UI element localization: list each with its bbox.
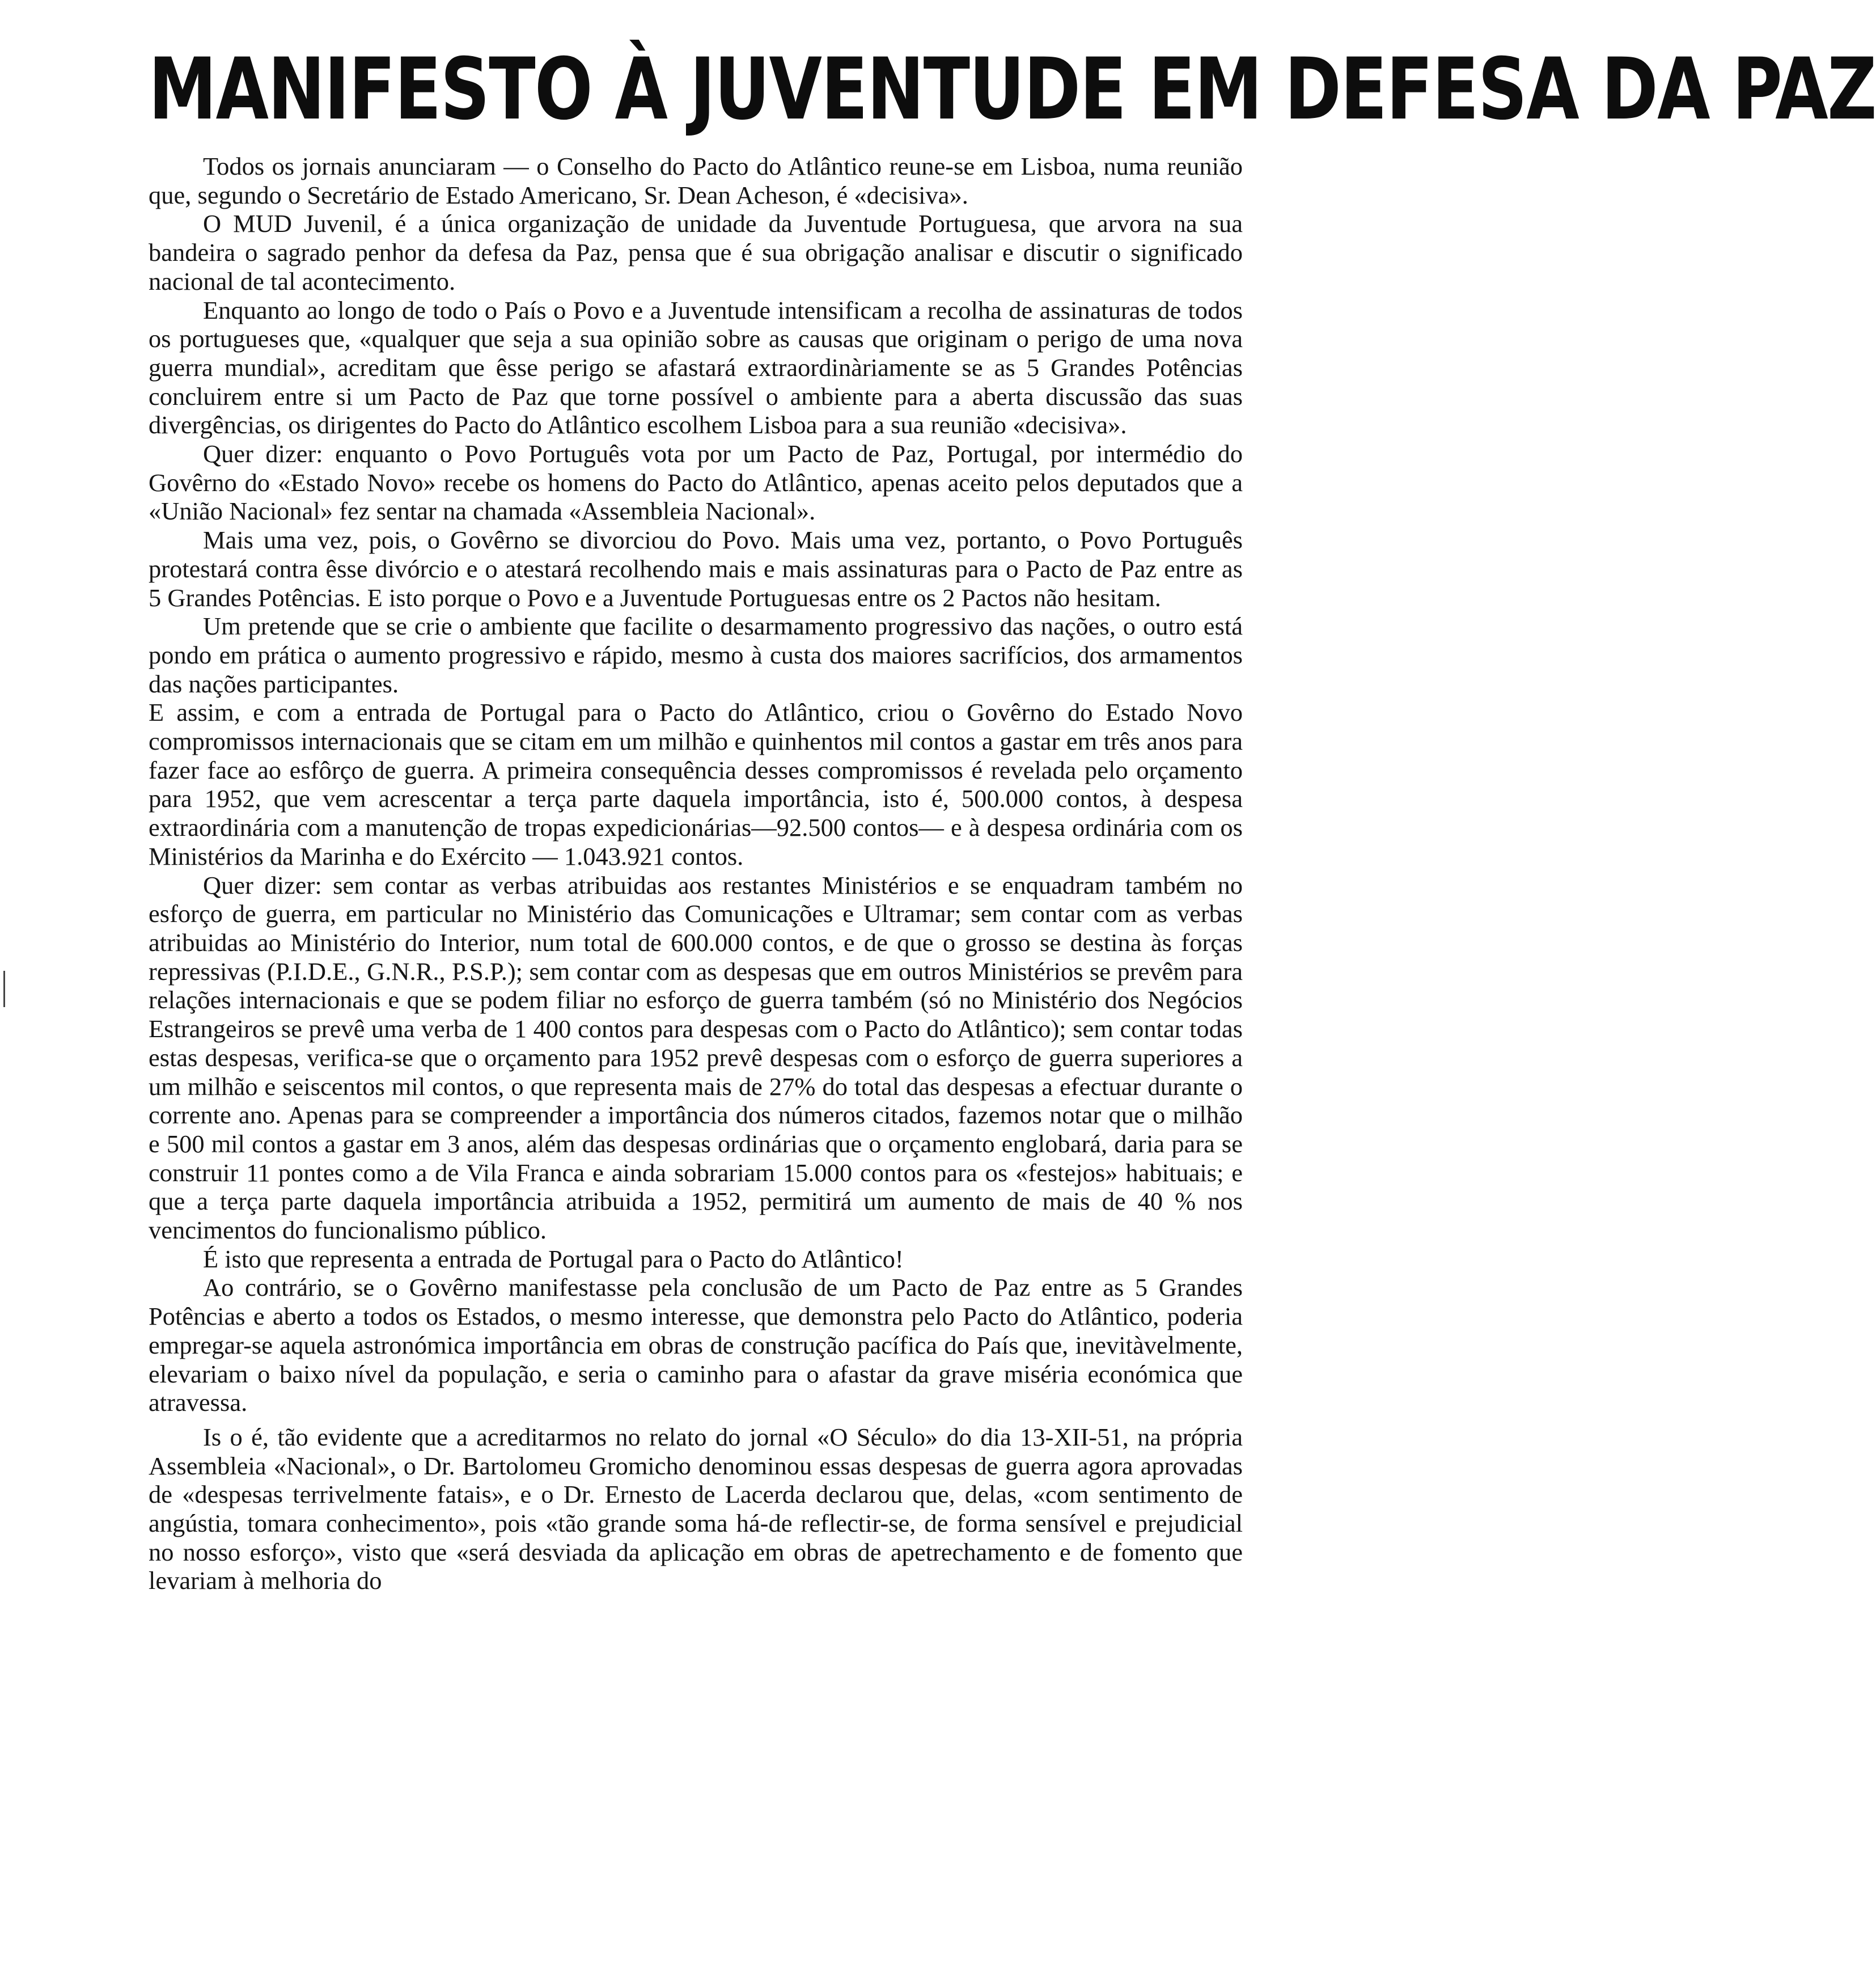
paragraph-2: O MUD Juvenil, é a única organização de unidade da Juventude Portuguesa, que arvora na sua bandeira o sagrado penhor da defesa da Paz, pensa que é sua obrigação analisar e discutir o significado nacional de tal acontecimento. (149, 209, 1243, 295)
paragraph-11: Is o é, tão evidente que a acreditarmos no relato do jornal «O Século» do dia 13-XII-51, na própria Assembleia «Nacional», o Dr. Bartolomeu Gromicho denominou essas despesas de guerra agora aprovadas de «despesas terrivelmente fatais», e o Dr. Ernesto de Lacerda declarou que, delas, «com sentimento de angústia, tomara conhecimento», pois «tão grande soma há-de reflectir-se, de forma sensível e prejudicial no nosso esforço», visto que «será desviada da aplicação em obras de apetrechamento e de fomento que levariam à melhoria do (149, 1422, 1243, 1595)
manifesto-body (149, 152, 1243, 1595)
paragraph-3: Enquanto ao longo de todo o País o Povo e a Juventude intensificam a recolha de assinaturas de todos os portugueses que, «qualquer que seja a sua opinião sobre as causas que originam o perigo de uma nova guerra mundial», acreditam que êsse perigo se afastará extraordinàriamente se as 5 Grandes Potências concluirem entre si um Pacto de Paz que torne possível o ambiente para a aberta discussão das suas divergências, os dirigentes do Pacto do Atlântico escolhem Lisboa para a sua reunião «decisiva». (149, 295, 1243, 439)
manifesto-title: MANIFESTO À JUVENTUDE EM DEFESA DA PAZ (149, 40, 1876, 139)
paragraph-9: É isto que representa a entrada de Portugal para o Pacto do Atlântico! (203, 1244, 904, 1273)
paragraph-6: Um pretende que se crie o ambiente que facilite o desarmamento progressivo das nações, o outro está pondo em prática o aumento progressivo e rápido, mesmo à custa dos maiores sacrifícios, dos armamentos das nações participantes. (149, 612, 1243, 698)
paragraph-1: Todos os jornais anunciaram — o Conselho do Pacto do Atlântico reune-se em Lisboa, numa reunião que, segundo o Secretário de Estado Americano, Sr. Dean Acheson, é «decisiva». (149, 152, 1243, 209)
paragraph-8: Quer dizer: sem contar as verbas atribuidas aos restantes Ministérios e se enquadram também no esforço de guerra, em particular no Ministério das Comunicações e Ultramar; sem contar com as verbas atribuidas ao Ministério do Interior, num total de 600.000 contos, e de que o grosso se destina às forças repressivas (P.I.D.E., G.N.R., P.S.P.); sem contar com as despesas que em outros Ministérios se prevêm para relações internacionais e que se podem filiar no esforço de guerra também (só no Ministério dos Negócios Estrangeiros se prevê uma verba de 1 400 contos para despesas com o Pacto do Atlântico); sem contar todas estas despesas, verifica-se que o orçamento para 1952 prevê despesas com o esforço de guerra superiores a um milhão e seiscentos mil contos, o que representa mais de 27% do total das despesas a efectuar durante o corrente ano. Apenas para se compreender a importância dos números citados, fazemos notar que o milhão e 500 mil contos a gastar em 3 anos, além das despesas ordinárias que o orçamento englobará, daria para se construir 11 pontes como a de Vila Franca e ainda sobrariam 15.000 contos para os «festejos» habituais; e que a terça parte daquela importância atribuida a 1952, permitirá um aumento de mais de 40 % nos vencimentos do funcionalismo público. (149, 870, 1243, 1245)
paragraph-4: Quer dizer: enquanto o Povo Português vota por um Pacto de Paz, Portugal, por intermédio do Govêrno do «Estado Novo» recebe os homens do Pacto do Atlântico, apenas aceito pelos deputados que a «União Nacional» fez sentar na chamada «Assembleia Nacional». (149, 439, 1243, 526)
paragraph-5: Mais uma vez, pois, o Govêrno se divorciou do Povo. Mais uma vez, portanto, o Povo Português protestará contra êsse divórcio e o atestará recolhendo mais e mais assinaturas para o Pacto de Paz entre as 5 Grandes Potências. E isto porque o Povo e a Juventude Portuguesas entre os 2 Pactos não hesitam. (149, 526, 1243, 612)
paragraph-7: E assim, e com a entrada de Portugal para o Pacto do Atlântico, criou o Govêrno do Estado Novo compromissos internacionais que se citam em um milhão e quinhentos mil contos a gastar em três anos para fazer face ao esfôrço de guerra. A primeira consequência desses compromissos é revelada pelo orçamento para 1952, que vem acrescentar a terça parte daquela importância, isto é, 500.000 contos, à despesa extraordinária com a manutenção de tropas expedicionárias—92.500 contos— e à despesa ordinária com os Ministérios da Marinha e do Exército — 1.043.921 contos. (149, 698, 1243, 870)
paragraph-10: Ao contrário, se o Govêrno manifestasse pela conclusão de um Pacto de Paz entre as 5 Grandes Potências e aberto a todos os Estados, o mesmo interesse, que demonstra pelo Pacto do Atlântico, poderia empregar-se aquela astronómica importância em obras de construção pacífica do País que, inevitàvelmente, elevariam o baixo nível da população, e seria o caminho para o afastar da grave miséria económica que atravessa. (149, 1273, 1243, 1417)
margin-mark (3, 971, 5, 1007)
